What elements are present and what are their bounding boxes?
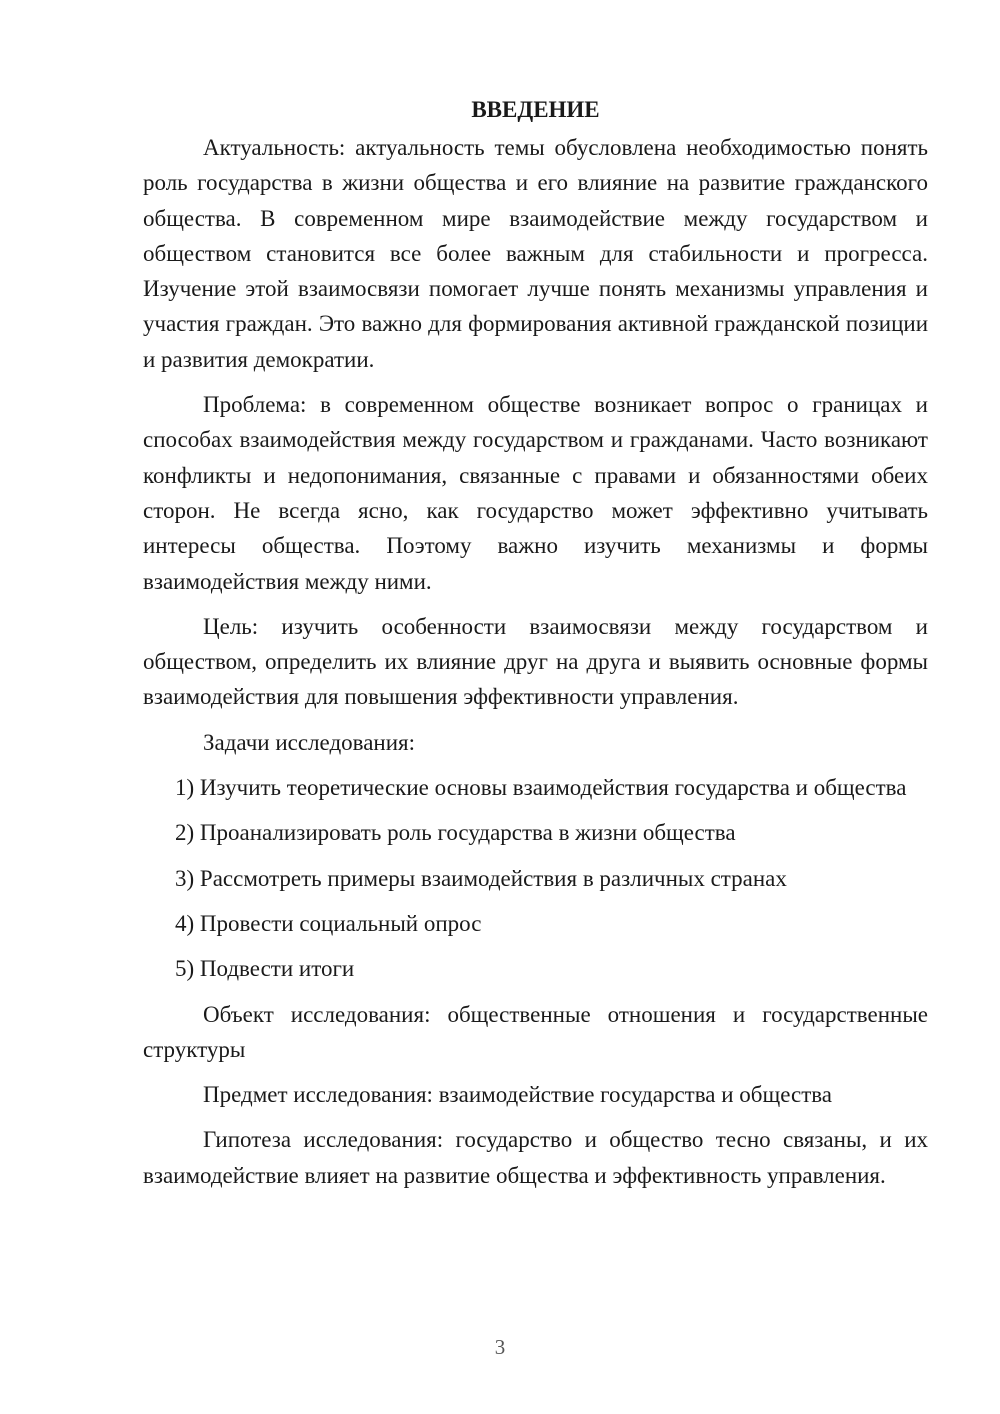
task-item-4: 4) Провести социальный опрос <box>175 910 482 936</box>
goal-paragraph: Цель: изучить особенности взаимосвязи между государством и обществом, определить их влияние друг на друга и выявить основные формы взаимодействия для повышения эффективности управления. <box>143 613 928 710</box>
task-item-1: 1) Изучить теоретические основы взаимодействия государства и общества <box>175 775 907 801</box>
problem-paragraph: Проблема: в современном обществе возникает вопрос о границах и способах взаимодействия между государством и гражданами. Часто возникают конфликты и недопонимания, связанные с правами и обязанностями обеих сторон. Не всегда ясно, как государство может эффективно учитывать интересы общества. Поэтому важно изучить механизмы и формы взаимодействия между ними. <box>143 392 928 594</box>
task-item-3: 3) Рассмотреть примеры взаимодействия в различных странах <box>175 865 787 891</box>
page-number: 3 <box>494 1335 506 1359</box>
object-paragraph: Объект исследования: общественные отношения и государственные структуры <box>143 1001 928 1062</box>
subject-paragraph: Предмет исследования: взаимодействие государства и общества <box>203 1082 833 1108</box>
hypothesis-paragraph: Гипотеза исследования: государство и общество тесно связаны, и их взаимодействие влияет на развитие общества и эффективность управления. <box>143 1127 928 1188</box>
document-page <box>143 92 928 1203</box>
tasks-title: Задачи исследования: <box>203 729 416 755</box>
relevance-paragraph: Актуальность: актуальность темы обусловлена необходимостью понять роль государства в жизни общества и его влияние на развитие гражданского общества. В современном мире взаимодействие между государством и обществом становится все более важным для стабильности и прогресса. Изучение этой взаимосвязи помогает лучше понять механизмы управления и участия граждан. Это важно для формирования активной гражданской позиции и развития демократии. <box>143 135 928 372</box>
page-title: ВВЕДЕНИЕ <box>471 97 600 122</box>
task-item-2: 2) Проанализировать роль государства в жизни общества <box>175 820 736 846</box>
task-item-5: 5) Подвести итоги <box>175 956 355 982</box>
